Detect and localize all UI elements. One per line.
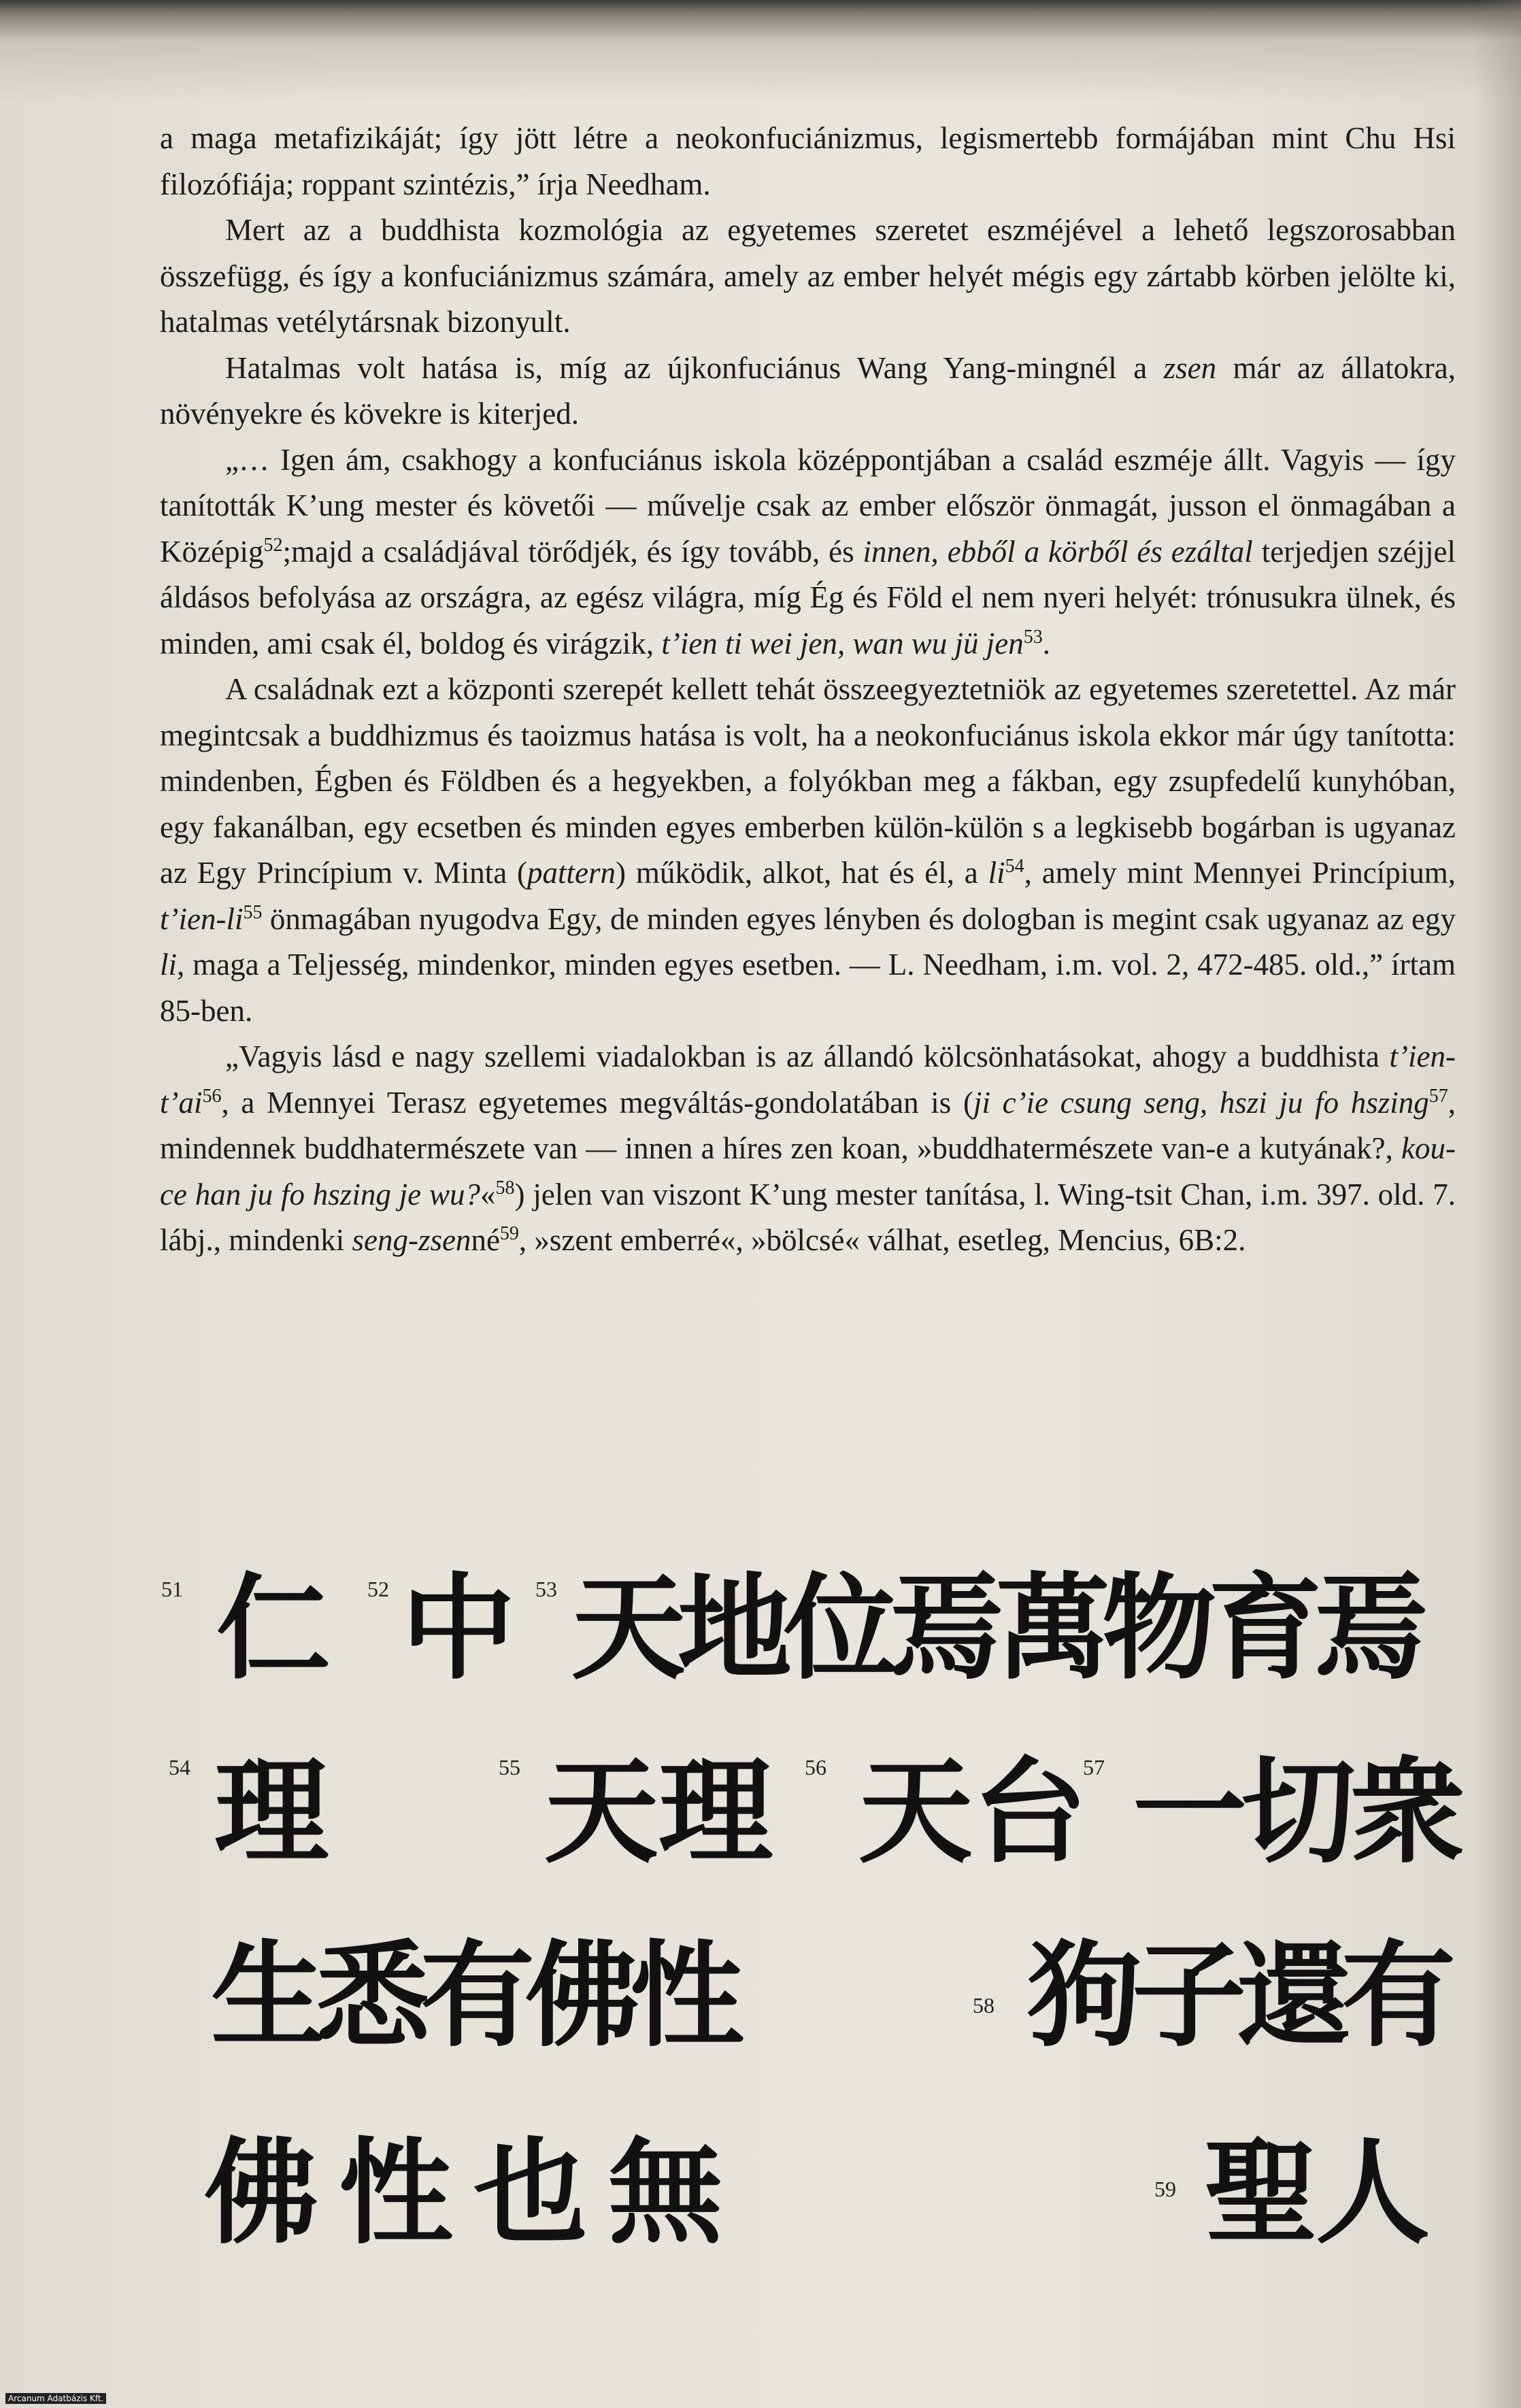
footnote-ref: 58	[495, 1177, 515, 1199]
transliteration: li	[160, 948, 178, 982]
text-run: a maga metafizikáját; így jött létre a neokonfuciánizmus, legismertebb formájában mint Chu Hsi filozófiája; roppant szintézis,” írja Needham.	[160, 121, 1456, 201]
footnote-number: 51	[161, 1577, 183, 1601]
text-run: , mindennek buddhatermészete van — innen a híres zen koan, »buddhatermészete van-e a kutyának?,	[160, 1085, 1456, 1165]
text-run: , »szent emberré«, »bölcsé« válhat, esetleg, Mencius, 6B:2.	[518, 1223, 1246, 1257]
text-run: «	[480, 1177, 496, 1211]
paragraph	[160, 437, 1456, 667]
footnote-ref: 56	[202, 1085, 222, 1107]
calligraphy-row-2	[0, 1741, 1521, 1918]
calligraphy-glyph: 中	[401, 1562, 516, 1695]
calligraphy-row-4	[0, 2122, 1521, 2299]
text-run: ) jelen van viszont K’ung mester tanítása, l. Wing-tsit Chan, i.m. 397. old. 7. lábj., mindenki	[160, 1177, 1456, 1257]
page-top-shadow	[0, 0, 1521, 102]
footnote-number: 54	[169, 1755, 190, 1779]
footnote-ref: 54	[1005, 856, 1024, 877]
paragraph	[160, 346, 1456, 437]
transliteration: t’ien ti wei jen, wan wu jü jen	[661, 626, 1024, 660]
text-run: „Vagyis lásd e nagy szellemi viadalokban is az állandó kölcsönhatásokat, ahogy a buddhista	[225, 1039, 1390, 1073]
transliteration: t’ien-li	[160, 901, 244, 936]
text-run: , amely mint Mennyei Princípium,	[1024, 856, 1456, 890]
text-run: Hatalmas volt hatása is, míg az újkonfuciánus Wang Yang-mingnél a	[225, 350, 1164, 385]
calligraphy-glyph-sequence: 一切衆	[1133, 1745, 1459, 1879]
footnote-number: 58	[973, 1993, 994, 2018]
footnote-number: 56	[805, 1755, 826, 1779]
calligraphy-glyph-sequence: 天台	[858, 1745, 1087, 1879]
paragraph	[160, 667, 1456, 1034]
calligraphy-row-3	[0, 1925, 1521, 2102]
transliteration: li	[988, 856, 1005, 890]
text-run: .	[1042, 626, 1051, 660]
footnote-ref: 59	[499, 1223, 519, 1244]
transliteration: ji c’ie csung seng, hszi ju fo hszing	[973, 1085, 1429, 1120]
calligraphy-row-1	[0, 1558, 1521, 1735]
transliteration: innen, ebből a körből és ezáltal	[863, 534, 1253, 569]
text-run: terjedjen széjjel áldásos befolyása az országra, az egész világra, míg Ég és Föld el nem nyeri helyét: trónusukra ülnek, és minden, ami csak él, boldog és virágzik,	[160, 534, 1456, 660]
paragraph	[160, 116, 1456, 207]
text-run: önmagában nyugodva Egy, de minden egyes lényben és dologban is megint csak ugyanaz az egy	[262, 901, 1456, 936]
transliteration: pattern	[527, 856, 616, 890]
calligraphy-glyph: 仁	[216, 1562, 331, 1695]
footnote-number: 57	[1083, 1755, 1105, 1779]
transliteration: t’ien-t’ai	[160, 1039, 1456, 1120]
calligraphy-glyph-sequence: 天地位焉萬物育焉	[571, 1562, 1420, 1695]
text-run: , maga a Teljesség, mindenkor, minden egyes esetben. — L. Needham, i.m. vol. 2, 472-485. old.,” írtam 85-ben.	[160, 948, 1456, 1028]
footnote-ref: 55	[243, 901, 263, 923]
transliteration: seng-zsen	[352, 1223, 471, 1257]
transliteration: kou-ce han ju fo hszing je wu?	[160, 1131, 1456, 1211]
calligraphy-glyph-sequence: 狗子還有	[1027, 1929, 1446, 2062]
calligraphy-glyph: 理	[214, 1745, 329, 1879]
body-text	[160, 116, 1456, 1264]
text-run: , a Mennyei Terasz egyetemes megváltás-gondolatában is (	[221, 1085, 973, 1120]
footnote-number: 55	[499, 1755, 520, 1779]
calligraphy-glyph-sequence: 佛性也無	[204, 2126, 743, 2260]
calligraphy-glyph-sequence: 聖人	[1204, 2126, 1427, 2260]
text-run: ;majd a családjával törődjék, és így tovább, és	[282, 534, 863, 569]
text-run: Mert az a buddhista kozmológia az egyetemes szeretet eszméjével a lehető legszorosabban összefügg, és így a konfuciánizmus számára, amely az ember helyét mégis egy zártabb körben jelölte ki, hatalmas vetélytársnak bizonyult.	[160, 213, 1456, 339]
footnote-number: 59	[1154, 2177, 1176, 2201]
footnote-ref: 52	[263, 534, 283, 556]
footnote-number: 53	[535, 1577, 557, 1601]
text-run: már az állatokra, növényekre és kövekre is kiterjed.	[160, 350, 1456, 431]
calligraphy-glyph-sequence: 天理	[544, 1745, 773, 1879]
paragraph	[160, 1034, 1456, 1264]
footnote-ref: 57	[1428, 1085, 1448, 1107]
footnote-ref: 53	[1023, 626, 1043, 648]
watermark: Arcanum Adatbázis Kft.	[5, 2393, 106, 2404]
transliteration: zsen	[1163, 350, 1217, 385]
paragraph	[160, 207, 1456, 346]
text-run: „… Igen ám, csakhogy a konfuciánus iskola középpontjában a család eszméje állt. Vagyis — így tanították K’ung mester és követői — művelje csak az ember először önmagát, jusson el önmagában a Középig	[160, 442, 1456, 569]
footnote-number: 52	[367, 1577, 389, 1601]
text-run: A családnak ezt a központi szerepét kellett tehát összeegyeztetniök az egyetemes szeretettel. Az már megintcsak a buddhizmus és taoizmus hatása is volt, ha a neokonfuciánus iskola ekkor már úgy tanította: mindenben, Égben és Földben és a hegyekben, a folyókban meg a fákban, egy zsupfedelű kunyhóban, egy fakanálban, egy ecsetben és minden egyes emberben külön-külön s a legkisebb bogárban is ugyanaz az Egy Princípium v. Minta (	[160, 672, 1456, 890]
calligraphy-glyph-sequence: 生悉有佛性	[211, 1929, 735, 2062]
text-run: ) működik, alkot, hat és él, a	[616, 856, 988, 890]
text-run: né	[471, 1223, 500, 1257]
